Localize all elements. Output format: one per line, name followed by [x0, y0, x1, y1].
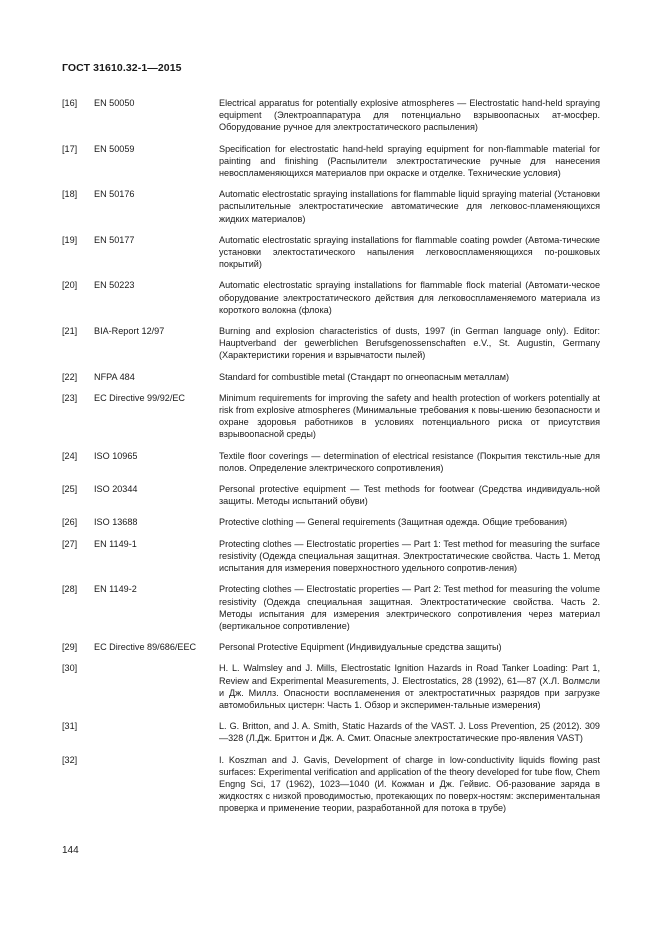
reference-number: [17]	[62, 143, 78, 154]
reference-text: Protective clothing — General requirements (Защитная одежда. Общие требования)	[219, 517, 568, 528]
reference-number: [19]	[62, 234, 78, 245]
reference-code	[94, 720, 219, 744]
reference-code: EN 1149-2	[94, 584, 137, 595]
reference-number: [30]	[62, 663, 78, 674]
reference-item	[62, 662, 600, 711]
reference-number: [32]	[62, 754, 78, 765]
reference-item	[62, 234, 600, 271]
reference-number: [18]	[62, 189, 78, 200]
reference-text: Protecting clothes — Electrostatic properties — Part 2: Test method for measuring the volume resistivity (Одежда специальная защитная. Электростатические свойства. Часть 2. Методы испытания для измерения электрического сопротивления через материал (вертикальное сопротивление)	[219, 584, 600, 631]
reference-text: Minimum requirements for improving the safety and health protection of workers potentially at risk from explosive atmospheres (Минимальные требования к повы-шению безопасности и охране здоровья работников в условиях потенциального риска от присутствия взрывоопасной среды)	[219, 392, 600, 440]
reference-text: Burning and explosion characteristics of dusts, 1997 (in German language only). Editor: Hauptverband der gewerblichen Berufsgenossenschaften e.V., St. Augustin, Germany (Характеристики горения и взрывчатости пылей)	[219, 326, 600, 361]
reference-code: EN 1149-1	[94, 538, 137, 549]
reference-code: BIA-Report 12/97	[94, 326, 165, 337]
reference-code: ISO 20344	[94, 484, 138, 495]
reference-code: EN 50059	[94, 143, 135, 154]
reference-item	[62, 720, 600, 744]
reference-number: [21]	[62, 326, 78, 337]
reference-text: Textile floor coverings — determination of electrical resistance (Покрытия текстиль-ные для полов. Определение электрического сопротивления)	[219, 450, 600, 473]
reference-item	[62, 392, 600, 441]
reference-item	[62, 188, 600, 225]
reference-number: [20]	[62, 280, 78, 291]
reference-item	[62, 483, 600, 507]
reference-code: EN 50050	[94, 98, 135, 108]
reference-text: Personal Protective Equipment (Индивидуальные средства защиты)	[219, 642, 502, 653]
reference-item	[62, 325, 600, 362]
reference-number: [29]	[62, 642, 78, 653]
reference-code: EC Directive 99/92/EC	[94, 392, 185, 403]
reference-item	[62, 371, 600, 383]
reference-number: [16]	[62, 98, 78, 108]
reference-text: Protecting clothes — Electrostatic properties — Part 1: Test method for measuring the surface resistivity (Одежда специальная защитная. Электростатические свойства. Часть 1. Метод испытания для измерения поверхностного удельного сопротив-ления)	[219, 538, 600, 574]
reference-number: [25]	[62, 484, 78, 495]
page-number: 144	[62, 845, 79, 856]
reference-number: [23]	[62, 392, 78, 403]
reference-number: [26]	[62, 517, 78, 528]
reference-code	[94, 754, 219, 815]
reference-item	[62, 279, 600, 316]
reference-item	[62, 143, 600, 180]
reference-number: [24]	[62, 450, 78, 461]
reference-text: Standard for combustible metal (Стандарт по огнеопасным металлам)	[219, 371, 510, 382]
reference-code: NFPA 484	[94, 371, 135, 382]
reference-text: Automatic electrostatic spraying installations for flammable liquid spraying material (Установки распылительные электростатические автоматические для легковос-пламеняющихся жидких материалов)	[219, 189, 600, 224]
reference-item	[62, 754, 600, 815]
reference-text: Automatic electrostatic spraying installations for flammable coating powder (Автома-тические установки электостатического напыления легковоспламеняющихся по-рошковых покрытий)	[219, 234, 600, 270]
reference-code: EN 50223	[94, 280, 135, 291]
reference-number: [31]	[62, 721, 78, 732]
reference-text: H. L. Walmsley and J. Mills, Electrostatic Ignition Hazards in Road Tanker Loading: Part 1, Review and Experimental Measurements, J. Electrostatics, 28 (1992), 61—87 (Х.Л. Волмсли и Дж. Миллз. Опасности воспламенения от электростатичных разрядов при загрузке автомобильных цистерн: Часть 1. Обзор и эксперимен-тальные измерения)	[219, 663, 600, 710]
reference-number: [27]	[62, 538, 78, 549]
reference-text: Personal protective equipment — Test methods for footwear (Средства индивидуаль-ной защиты. Методы испытаний обуви)	[219, 484, 600, 507]
reference-item	[62, 516, 600, 528]
reference-code: ISO 10965	[94, 450, 138, 461]
reference-text: Automatic electrostatic spraying installations for flammable flock material (Автомати-ческое оборудование электростатического действия для легковоспламеняемого материала из короткого волокна (флока)	[219, 280, 600, 315]
reference-text: I. Koszman and J. Gavis, Development of charge in low-conductivity liquids flowing past surfaces: Experimental verification and application of the theory developed for tube flow, Chem Engng Sci, 17 (1962), 1023—1040 (И. Кожман и Дж. Гейвис. Об-разование заряда в жидкостях с низкой проводимостью, протекающих по поверх-ностям: экспериментальная проверка и применение теории, разработанной для потока в трубе)	[219, 754, 600, 814]
reference-code: ISO 13688	[94, 517, 138, 528]
reference-code: EN 50177	[94, 234, 135, 245]
reference-item	[62, 97, 600, 134]
page-header: ГОСТ 31610.32-1—2015	[62, 62, 182, 74]
reference-item	[62, 450, 600, 474]
reference-item	[62, 583, 600, 632]
reference-code	[94, 662, 219, 711]
reference-item	[62, 538, 600, 575]
reference-text: Electrical apparatus for potentially explosive atmospheres — Electrostatic hand-held spraying equipment (Электроаппаратура для потенциально взрывоопасных ат-мосфер. Оборудование ручное для электростатического распыления)	[219, 98, 600, 133]
reference-text: L. G. Britton, and J. A. Smith, Static Hazards of the VAST. J. Loss Prevention, 25 (2012). 309—328 (Л.Дж. Бриттон и Дж. А. Смит. Опасные электростатические про-явления VAST)	[219, 721, 600, 744]
reference-number: [22]	[62, 371, 78, 382]
reference-list	[62, 97, 600, 824]
reference-code: EN 50176	[94, 189, 135, 200]
reference-code: EC Directive 89/686/EEC	[94, 642, 197, 653]
reference-text: Specification for electrostatic hand-held spraying equipment for non-flammable material for painting and finishing (Распылители электростатические ручные для нанесения невоспламеняющихся материалов при окраске и отделке. Технические условия)	[219, 143, 600, 179]
reference-number: [28]	[62, 584, 78, 595]
reference-item	[62, 641, 600, 653]
